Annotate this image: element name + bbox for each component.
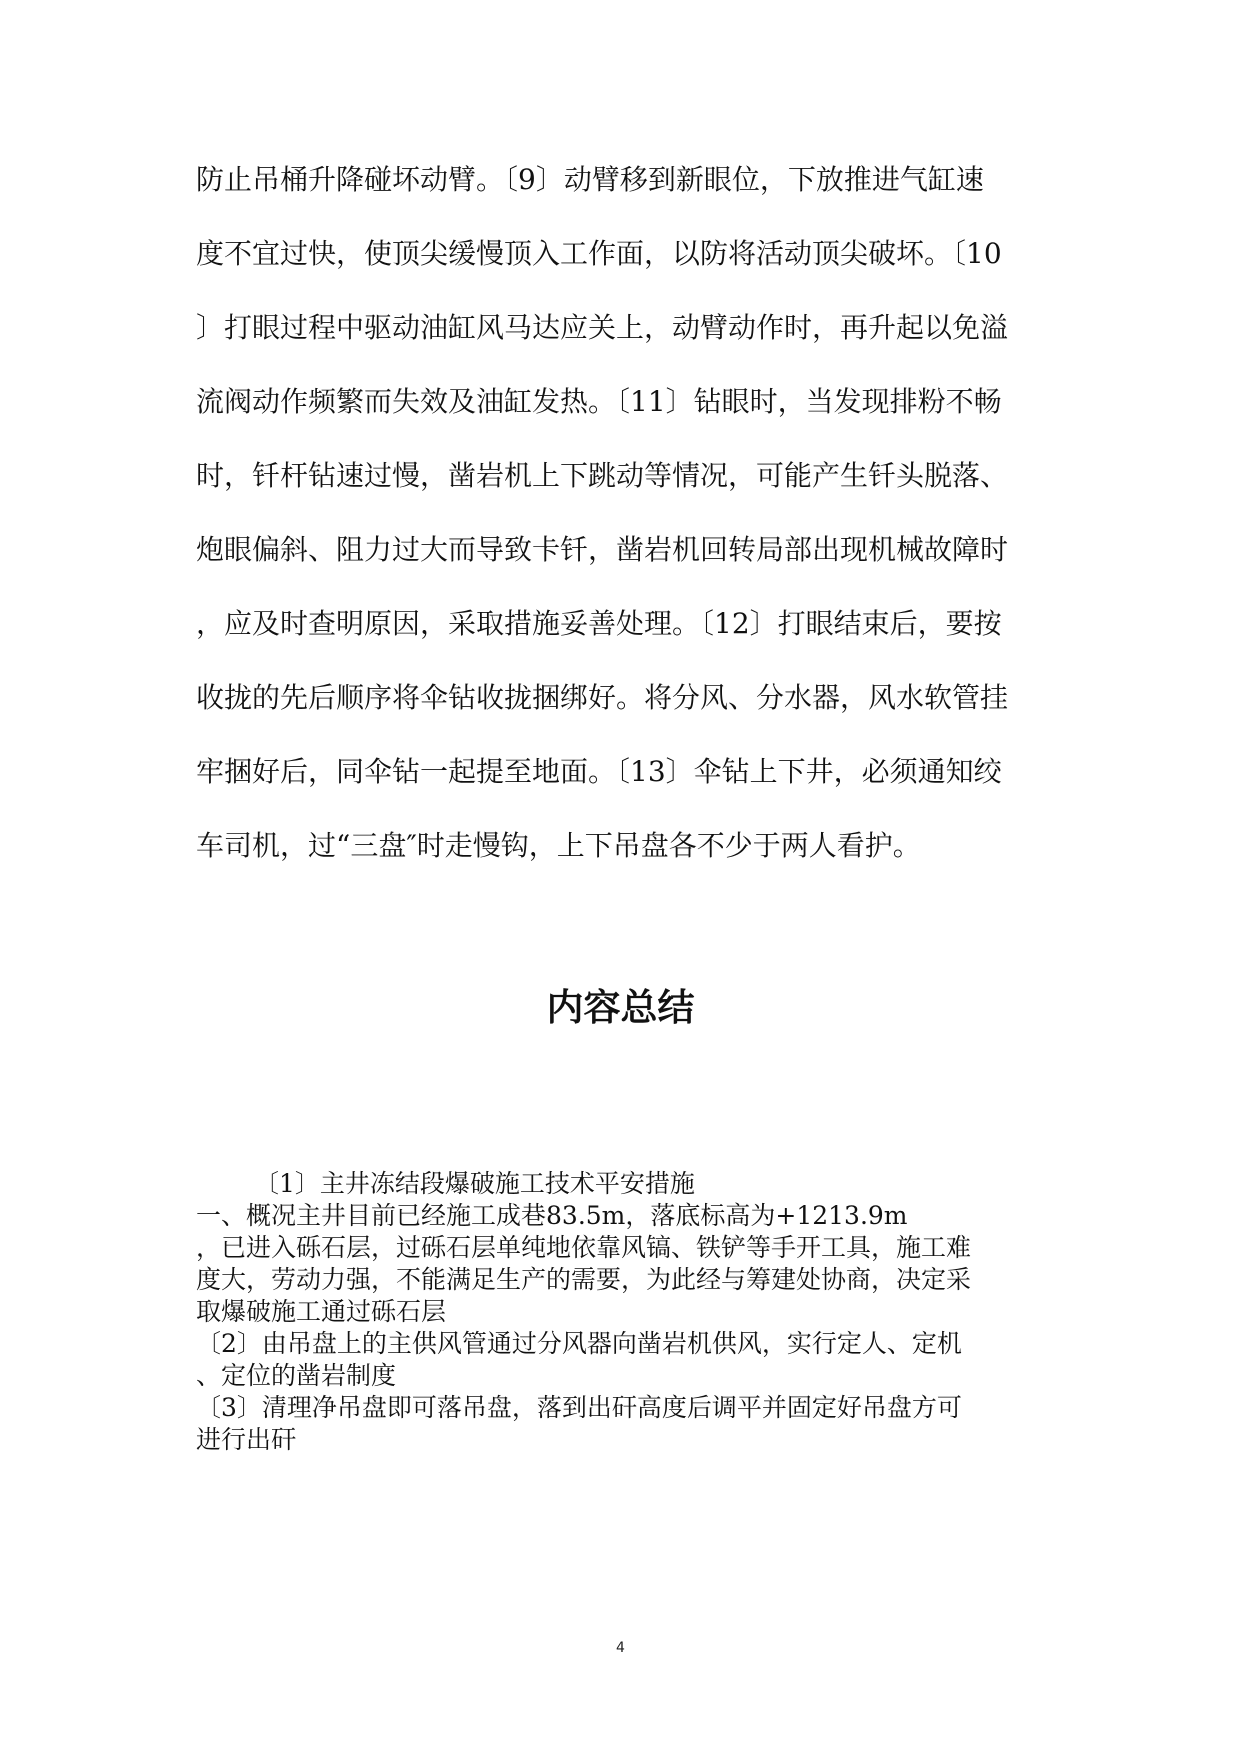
summary-text — [196, 1168, 1052, 1456]
summary-line: 〔2〕由吊盘上的主供风管通过分风器向凿岩机供风，实行定人、定机 — [196, 1329, 962, 1358]
summary-line: ，已进入砾石层，过砾石层单纯地依靠风镐、铁铲等手开工具，施工难 — [196, 1233, 972, 1262]
summary-line: 度大，劳动力强，不能满足生产的需要，为此经与筹建处协商，决定采 — [196, 1265, 972, 1294]
body-text — [196, 152, 1052, 892]
body-line: 〕打眼过程中驱动油缸风马达应关上，动臂动作时，再升起以免溢 — [196, 311, 1009, 344]
body-line: 时，钎杆钻速过慢，凿岩机上下跳动等情况，可能产生钎头脱落、 — [196, 459, 1009, 492]
summary-line: 〔3〕清理净吊盘即可落吊盘，落到出矸高度后调平并固定好吊盘方可 — [196, 1393, 962, 1422]
body-line: 牢捆好后，同伞钻一起提至地面。〔13〕伞钻上下井，必须通知绞 — [196, 755, 1002, 788]
summary-line: 进行出矸 — [196, 1425, 297, 1454]
body-line: 炮眼偏斜、阻力过大而导致卡钎，凿岩机回转局部出现机械故障时 — [196, 533, 1009, 566]
body-line: 收拢的先后顺序将伞钻收拢捆绑好。将分风、分水器，风水软管挂 — [196, 681, 1009, 714]
body-line: 防止吊桶升降碰坏动臂。〔9〕动臂移到新眼位，下放推进气缸速 — [196, 163, 984, 196]
section-heading: 内容总结 — [546, 986, 695, 1029]
body-line: ，应及时查明原因，采取措施妥善处理。〔12〕打眼结束后，要按 — [196, 607, 1002, 640]
page-number: 4 — [616, 1640, 625, 1656]
summary-line: 〔1〕主井冻结段爆破施工技术平安措施 — [254, 1169, 695, 1198]
summary-line: 一、概况主井目前已经施工成巷83.5m，落底标高为+1213.9m — [196, 1201, 908, 1230]
body-line: 流阀动作频繁而失效及油缸发热。〔11〕钻眼时，当发现排粉不畅 — [196, 385, 1002, 418]
body-line: 度不宜过快，使顶尖缓慢顶入工作面，以防将活动顶尖破坏。〔10 — [196, 237, 1002, 270]
body-line: 车司机，过“三盘″时走慢钩，上下吊盘各不少于两人看护。 — [196, 829, 921, 862]
summary-line: 、定位的凿岩制度 — [196, 1361, 397, 1390]
summary-line: 取爆破施工通过砾石层 — [196, 1297, 447, 1326]
